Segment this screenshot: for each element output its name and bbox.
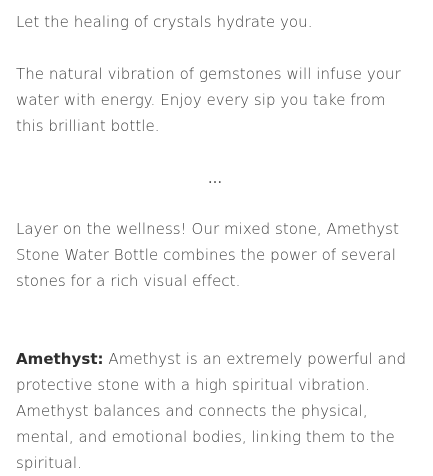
amethyst-description: Amethyst is an extremely powerful and protective stone with a high spiritual vibration. Amethyst balances and connects the physical, mental, and emotional bodies, linking them to the spiritual. xyxy=(16,350,407,472)
ellipsis-separator: ... xyxy=(207,169,223,187)
amethyst-label: Amethyst: xyxy=(16,350,104,368)
layer-paragraph: Layer on the wellness! Our mixed stone, Amethyst Stone Water Bottle combines the power of several stones for a rich visual effect. xyxy=(16,220,399,290)
intro-text: Let the healing of crystals hydrate you. xyxy=(16,13,313,31)
amethyst-paragraph xyxy=(16,346,411,476)
vibration-paragraph: The natural vibration of gemstones will infuse your water with energy. Enjoy every sip you take from this brilliant bottle. xyxy=(16,65,401,135)
